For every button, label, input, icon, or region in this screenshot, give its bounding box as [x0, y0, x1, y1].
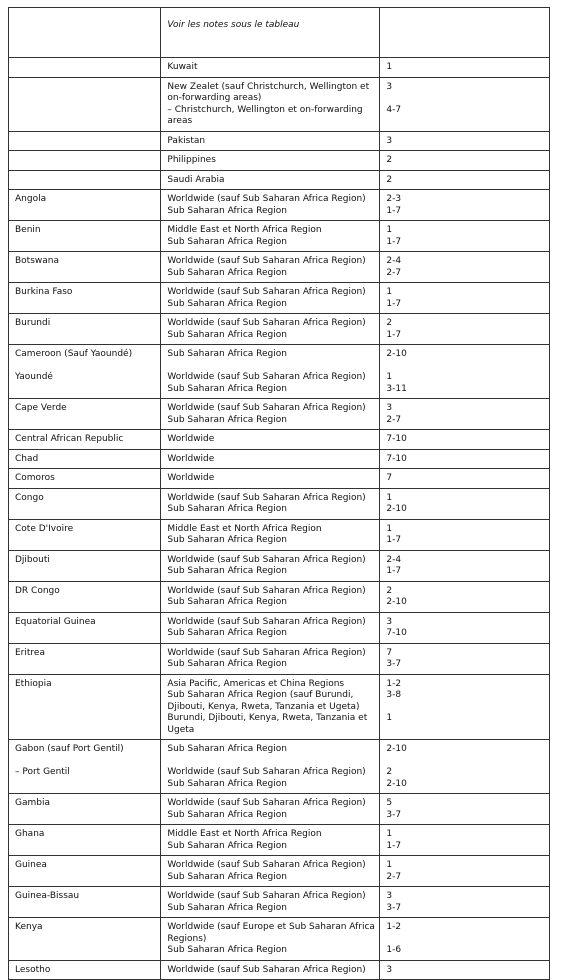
value-line: 3-11: [386, 383, 407, 394]
value-line: 1: [386, 62, 393, 72]
region-line: Sub Saharan Africa Region: [167, 945, 287, 955]
table-row: [9, 283, 550, 314]
region-cell: [161, 887, 380, 918]
value-line: 2: [386, 585, 393, 596]
value-line: 1-7: [386, 205, 402, 216]
region-line: New Zealet (sauf Christchurch, Wellington et: [167, 81, 370, 92]
value-line: [386, 702, 543, 714]
value-cell: [380, 77, 550, 131]
country-line: Djibouti: [15, 554, 50, 565]
country-cell: [9, 469, 161, 489]
country-region-table: [8, 7, 550, 980]
region-line: – Christchurch, Wellington et on-forwarding: [167, 104, 363, 115]
value-line: 3: [386, 891, 393, 901]
region-line: Worldwide (sauf Europe et Sub Saharan Africa: [167, 922, 375, 932]
region-line: [167, 756, 373, 768]
region-line: areas: [167, 116, 193, 126]
value-line: 2-10: [386, 349, 407, 359]
region-line: Sub Saharan Africa Region: [167, 236, 287, 247]
table-row: [9, 399, 550, 430]
value-cell: [380, 221, 550, 252]
value-line: 1: [386, 713, 393, 723]
value-line: 2-10: [386, 597, 407, 607]
country-cell: [9, 170, 161, 190]
country-line: Guinea-Bissau: [15, 891, 80, 901]
value-line: 7-10: [386, 453, 407, 464]
country-line: [15, 756, 154, 768]
value-line: 3-7: [386, 659, 402, 669]
country-line: Cote D'Ivoire: [15, 523, 74, 534]
value-line: 4-7: [386, 104, 402, 115]
value-cell: [380, 151, 550, 171]
value-cell: [380, 314, 550, 345]
country-line: Ghana: [15, 829, 45, 839]
country-line: Yaoundé: [15, 372, 53, 382]
table-body: [9, 8, 550, 980]
region-line: Worldwide (sauf Sub Saharan Africa Region): [167, 554, 366, 565]
country-line: Burkina Faso: [15, 287, 73, 297]
country-cell: [9, 519, 161, 550]
region-cell: [161, 430, 380, 450]
country-line: Ethiopia: [15, 678, 52, 689]
country-cell: [9, 918, 161, 961]
region-line: Worldwide (sauf Sub Saharan Africa Region): [167, 403, 366, 413]
value-line: 1-7: [386, 298, 402, 309]
region-cell: [161, 221, 380, 252]
value-line: 3: [386, 403, 393, 413]
region-line: Worldwide (sauf Sub Saharan Africa Region): [167, 647, 366, 658]
region-cell: [161, 345, 380, 399]
country-cell: [9, 674, 161, 740]
value-line: [386, 725, 543, 737]
region-cell: [161, 190, 380, 221]
country-line: Botswana: [15, 256, 59, 266]
country-cell: [9, 794, 161, 825]
region-line: Worldwide: [167, 473, 215, 483]
value-line: 1-6: [386, 945, 402, 955]
country-line: Gabon (sauf Port Gentil): [15, 744, 124, 754]
table-row: [9, 519, 550, 550]
region-line: Middle East et North Africa Region: [167, 225, 322, 235]
value-cell: [380, 399, 550, 430]
region-cell: [161, 449, 380, 469]
value-line: 2: [386, 318, 393, 328]
table-row: [9, 887, 550, 918]
value-line: 1-7: [386, 840, 402, 851]
country-cell: [9, 856, 161, 887]
country-line: Angola: [15, 194, 47, 204]
region-cell: [161, 170, 380, 190]
value-line: 1: [386, 287, 393, 297]
country-cell: [9, 612, 161, 643]
region-line: Worldwide (sauf Sub Saharan Africa Region): [167, 860, 366, 870]
value-cell: [380, 469, 550, 489]
value-cell: [380, 131, 550, 151]
region-cell: [161, 283, 380, 314]
region-cell: [161, 252, 380, 283]
table-row: [9, 581, 550, 612]
value-cell: [380, 825, 550, 856]
value-line: 3-7: [386, 902, 402, 913]
region-line: Worldwide (sauf Sub Saharan Africa Region): [167, 194, 366, 204]
value-line: 1-7: [386, 535, 402, 545]
table-row: [9, 550, 550, 581]
country-line: Eritrea: [15, 647, 45, 658]
value-line: [386, 756, 543, 768]
value-line: 5: [386, 798, 393, 808]
region-line: Worldwide (sauf Sub Saharan Africa Region): [167, 798, 366, 808]
table-header-row: [9, 8, 550, 58]
region-cell: [161, 151, 380, 171]
region-line: Worldwide: [167, 453, 215, 464]
region-cell: [161, 960, 380, 980]
value-line: 2-7: [386, 414, 402, 425]
region-line: Djibouti, Kenya, Rweta, Tanzania et Ugeta): [167, 701, 360, 712]
country-cell: [9, 643, 161, 674]
value-line: 1-7: [386, 566, 402, 576]
header-note: Voir les notes sous le tableau: [167, 20, 300, 30]
country-line: [15, 384, 154, 396]
country-cell: [9, 151, 161, 171]
value-line: 2-7: [386, 871, 402, 882]
country-cell: [9, 887, 161, 918]
country-cell: [9, 58, 161, 78]
country-line: Chad: [15, 453, 39, 464]
region-line: Philippines: [167, 155, 216, 165]
value-cell: [380, 449, 550, 469]
value-cell: [380, 918, 550, 961]
value-cell: [380, 519, 550, 550]
value-line: 2-7: [386, 267, 402, 278]
value-cell: [380, 550, 550, 581]
value-cell: [380, 488, 550, 519]
region-line: Asia Pacific, Americas et China Regions: [167, 678, 345, 689]
region-line: Regions): [167, 933, 207, 944]
country-line: Cape Verde: [15, 403, 67, 413]
country-cell: [9, 449, 161, 469]
value-line: 1-7: [386, 236, 402, 247]
country-cell: [9, 740, 161, 794]
country-cell: [9, 825, 161, 856]
value-line: [386, 934, 543, 946]
country-cell: [9, 221, 161, 252]
value-line: 3: [386, 135, 393, 146]
region-cell: [161, 131, 380, 151]
table-row: [9, 794, 550, 825]
value-line: 7: [386, 647, 393, 658]
value-cell: [380, 740, 550, 794]
country-line: Cameroon (Sauf Yaoundé): [15, 349, 133, 359]
header-empty-cell: [380, 8, 550, 58]
region-cell: [161, 77, 380, 131]
value-cell: [380, 190, 550, 221]
region-line: Sub Saharan Africa Region: [167, 383, 287, 394]
region-line: Sub Saharan Africa Region: [167, 566, 287, 576]
value-line: 2-10: [386, 744, 407, 754]
value-line: 3: [386, 616, 393, 627]
value-cell: [380, 612, 550, 643]
value-cell: [380, 170, 550, 190]
region-line: Sub Saharan Africa Region: [167, 744, 287, 754]
country-line: [15, 361, 154, 373]
country-cell: [9, 960, 161, 980]
value-line: 3: [386, 81, 393, 92]
region-line: Sub Saharan Africa Region: [167, 504, 287, 514]
value-cell: [380, 674, 550, 740]
value-line: 7: [386, 473, 393, 483]
table-row: [9, 345, 550, 399]
region-line: Worldwide (sauf Sub Saharan Africa Region): [167, 891, 366, 901]
country-cell: [9, 430, 161, 450]
region-line: Burundi, Djibouti, Kenya, Rweta, Tanzania et: [167, 713, 368, 723]
value-cell: [380, 960, 550, 980]
region-cell: [161, 856, 380, 887]
value-cell: [380, 794, 550, 825]
country-line: DR Congo: [15, 585, 60, 596]
table-row: [9, 960, 550, 980]
country-line: Congo: [15, 492, 44, 503]
country-cell: [9, 283, 161, 314]
region-line: Sub Saharan Africa Region: [167, 535, 287, 545]
region-line: Kuwait: [167, 62, 198, 72]
table-row: [9, 469, 550, 489]
region-line: Middle East et North Africa Region: [167, 829, 322, 839]
value-line: [386, 116, 543, 128]
value-cell: [380, 581, 550, 612]
country-line: Kenya: [15, 922, 43, 932]
value-line: 2-3: [386, 194, 402, 204]
region-cell: [161, 740, 380, 794]
region-line: Worldwide (sauf Sub Saharan Africa Region): [167, 256, 366, 266]
region-line: [167, 361, 373, 373]
table-row: [9, 674, 550, 740]
country-line: Comoros: [15, 473, 55, 483]
value-line: 1: [386, 829, 393, 839]
region-line: Sub Saharan Africa Region: [167, 205, 287, 216]
country-line: Burundi: [15, 318, 51, 328]
region-line: Sub Saharan Africa Region: [167, 414, 287, 425]
value-line: [386, 93, 543, 105]
region-line: Ugeta: [167, 724, 195, 735]
region-line: Sub Saharan Africa Region: [167, 809, 287, 820]
table-row: [9, 314, 550, 345]
region-line: Sub Saharan Africa Region: [167, 298, 287, 309]
value-line: 1: [386, 860, 393, 870]
table-row: [9, 643, 550, 674]
country-cell: [9, 581, 161, 612]
region-line: Sub Saharan Africa Region (sauf Burundi,: [167, 690, 354, 700]
region-line: Sub Saharan Africa Region: [167, 329, 287, 340]
table-row: [9, 612, 550, 643]
region-cell: [161, 399, 380, 430]
value-line: 7-10: [386, 628, 407, 638]
region-cell: [161, 469, 380, 489]
value-line: 2-4: [386, 554, 402, 565]
region-cell: [161, 58, 380, 78]
table-row: [9, 740, 550, 794]
region-line: Middle East et North Africa Region: [167, 523, 322, 534]
value-cell: [380, 58, 550, 78]
value-line: 3-8: [386, 690, 402, 700]
value-cell: [380, 856, 550, 887]
region-line: on-forwarding areas): [167, 93, 262, 103]
region-line: Sub Saharan Africa Region: [167, 659, 287, 669]
region-cell: [161, 643, 380, 674]
region-line: Worldwide: [167, 434, 215, 444]
value-line: 1: [386, 372, 393, 382]
region-cell: [161, 314, 380, 345]
table-row: [9, 449, 550, 469]
table-row: [9, 918, 550, 961]
region-cell: [161, 794, 380, 825]
value-line: 2-4: [386, 256, 402, 266]
value-cell: [380, 430, 550, 450]
country-cell: [9, 550, 161, 581]
value-cell: [380, 345, 550, 399]
region-cell: [161, 519, 380, 550]
value-line: 2: [386, 155, 393, 165]
value-line: 1: [386, 225, 393, 235]
table-row: [9, 170, 550, 190]
region-line: Worldwide (sauf Sub Saharan Africa Region): [167, 318, 366, 328]
country-cell: [9, 77, 161, 131]
value-line: 2: [386, 174, 393, 185]
header-note-cell: [161, 8, 380, 58]
value-cell: [380, 252, 550, 283]
region-line: Sub Saharan Africa Region: [167, 267, 287, 278]
table-row: [9, 488, 550, 519]
value-line: 2: [386, 767, 393, 777]
country-line: Central African Republic: [15, 434, 124, 444]
region-line: Sub Saharan Africa Region: [167, 349, 287, 359]
value-line: 3: [386, 964, 393, 975]
value-line: 3-7: [386, 809, 402, 820]
table-row: [9, 825, 550, 856]
region-line: Saudi Arabia: [167, 174, 225, 185]
table-row: [9, 252, 550, 283]
country-line: Gambia: [15, 798, 50, 808]
region-line: Sub Saharan Africa Region: [167, 840, 287, 851]
country-cell: [9, 314, 161, 345]
table-row: [9, 221, 550, 252]
country-cell: [9, 345, 161, 399]
region-cell: [161, 918, 380, 961]
country-cell: [9, 488, 161, 519]
value-cell: [380, 643, 550, 674]
table-row: [9, 190, 550, 221]
country-cell: [9, 252, 161, 283]
region-line: Sub Saharan Africa Region: [167, 902, 287, 913]
region-line: Worldwide (sauf Sub Saharan Africa Region): [167, 287, 366, 297]
table-row: [9, 131, 550, 151]
table-row: [9, 856, 550, 887]
country-line: Lesotho: [15, 964, 51, 975]
region-cell: [161, 825, 380, 856]
region-line: Sub Saharan Africa Region: [167, 628, 287, 638]
region-cell: [161, 550, 380, 581]
country-cell: [9, 399, 161, 430]
value-line: 1-7: [386, 329, 402, 340]
region-line: Worldwide (sauf Sub Saharan Africa Region): [167, 964, 366, 975]
region-cell: [161, 488, 380, 519]
region-cell: [161, 581, 380, 612]
table-row: [9, 77, 550, 131]
header-empty-cell: [9, 8, 161, 58]
country-line: Equatorial Guinea: [15, 616, 96, 627]
region-line: Worldwide (sauf Sub Saharan Africa Region): [167, 767, 366, 777]
table-row: [9, 151, 550, 171]
region-line: Pakistan: [167, 135, 206, 146]
region-cell: [161, 612, 380, 643]
country-line: – Port Gentil: [15, 767, 70, 777]
value-line: 7-10: [386, 434, 407, 444]
table-row: [9, 58, 550, 78]
region-cell: [161, 674, 380, 740]
table-row: [9, 430, 550, 450]
value-line: 1-2: [386, 678, 402, 689]
value-cell: [380, 283, 550, 314]
value-line: 2-10: [386, 778, 407, 789]
country-line: Benin: [15, 225, 41, 235]
value-line: 2-10: [386, 504, 407, 514]
value-line: 1: [386, 492, 393, 503]
region-line: Worldwide (sauf Sub Saharan Africa Region): [167, 492, 366, 503]
country-cell: [9, 190, 161, 221]
country-line: [15, 779, 154, 791]
region-line: Sub Saharan Africa Region: [167, 778, 287, 789]
region-line: Sub Saharan Africa Region: [167, 871, 287, 882]
value-cell: [380, 887, 550, 918]
region-line: Sub Saharan Africa Region: [167, 597, 287, 607]
value-line: [386, 361, 543, 373]
value-line: 1: [386, 523, 393, 534]
value-line: 1-2: [386, 922, 402, 932]
region-line: Worldwide (sauf Sub Saharan Africa Region): [167, 585, 366, 596]
region-line: Worldwide (sauf Sub Saharan Africa Region): [167, 372, 366, 382]
region-line: Worldwide (sauf Sub Saharan Africa Region): [167, 616, 366, 627]
country-cell: [9, 131, 161, 151]
country-line: Guinea: [15, 860, 47, 870]
